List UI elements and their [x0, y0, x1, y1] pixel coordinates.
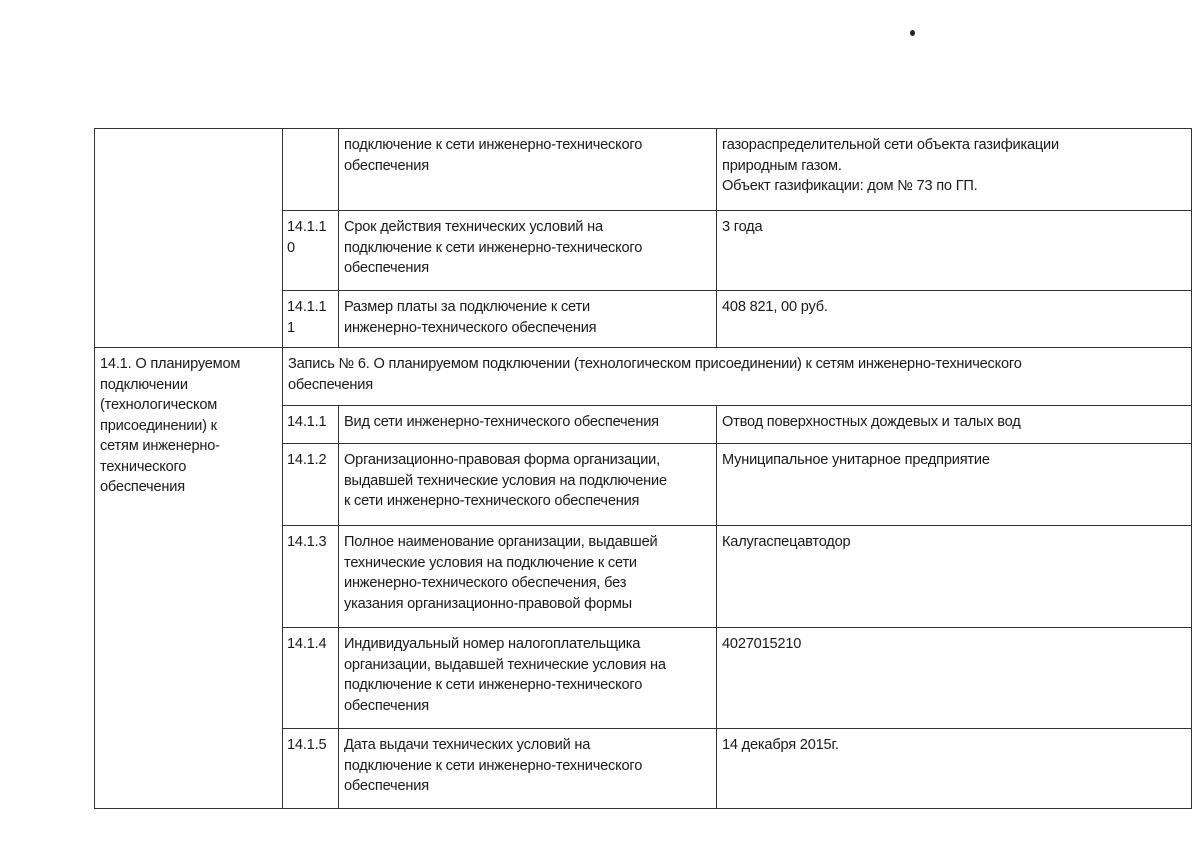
item-label [339, 628, 717, 729]
item-label-line: к сети инженерно-технического обеспечения [344, 493, 640, 509]
item-value [717, 406, 1192, 444]
item-label-line: подключение к сети инженерно-технического [344, 137, 643, 153]
table-row [95, 129, 1192, 211]
item-number-line: 14.1.3 [287, 534, 327, 550]
item-label-line: Размер платы за подключение к сети [344, 299, 590, 315]
section-title-line: сетям инженерно- [100, 438, 220, 454]
item-number [283, 406, 339, 444]
item-number-line: 14.1.1 [287, 299, 327, 315]
item-number [283, 444, 339, 526]
item-label-line: технические условия на подключение к сети [344, 554, 637, 571]
item-value-line: природным газом. [722, 157, 842, 174]
record-header-line: Запись № 6. О планируемом подключении (технологическом присоединении) к сетям инженерно-технического [288, 356, 1022, 372]
item-label-line: Полное наименование организации, выдавшей [344, 534, 658, 550]
record-header [283, 348, 1192, 406]
item-number [283, 628, 339, 729]
item-label [339, 729, 717, 809]
record-header-row [95, 348, 1192, 406]
item-number-line: 1 [287, 319, 295, 336]
item-label-line: выдавшей технические условия на подключение [344, 472, 667, 489]
item-number-line: 14.1.5 [287, 737, 327, 753]
item-value-line: Объект газификации: дом № 73 по ГП. [722, 178, 978, 194]
item-number-line: 14.1.2 [287, 452, 327, 468]
item-label-line: указания организационно-правовой формы [344, 595, 632, 612]
item-value [717, 211, 1192, 291]
item-value [717, 129, 1192, 211]
item-label-line: подключение к сети инженерно-технического [344, 757, 643, 774]
item-label [339, 526, 717, 628]
scan-speck [910, 30, 915, 36]
item-label-line: организации, выдавшей технические условия на [344, 656, 666, 673]
item-label-line: инженерно-технического обеспечения [344, 319, 597, 336]
item-value-line: 3 года [722, 219, 763, 235]
item-label [339, 291, 717, 348]
item-label-line: обеспечения [344, 260, 429, 276]
empty-section-cell [95, 129, 283, 348]
item-label-line: Вид сети инженерно-технического обеспечения [344, 414, 659, 430]
item-label [339, 406, 717, 444]
item-label-line: Срок действия технических условий на [344, 219, 603, 235]
item-value-line: 14 декабря 2015г. [722, 737, 839, 753]
item-value-line: 4027015210 [722, 636, 802, 652]
item-value-line: 408 821, 00 руб. [722, 299, 828, 315]
section-title-line: 14.1. О планируемом [100, 356, 241, 372]
item-value-line: Муниципальное унитарное предприятие [722, 452, 990, 468]
item-number [283, 291, 339, 348]
item-value [717, 291, 1192, 348]
item-number [283, 129, 339, 211]
item-label [339, 211, 717, 291]
info-table [94, 128, 1192, 809]
item-label [339, 444, 717, 526]
item-value [717, 628, 1192, 729]
section-title [95, 348, 283, 809]
section-title-line: подключении [100, 376, 188, 393]
item-value [717, 526, 1192, 628]
item-number [283, 211, 339, 291]
section-title-line: обеспечения [100, 479, 185, 495]
section-title-line: (технологическом [100, 397, 218, 413]
item-value-line: Калугаспецавтодор [722, 534, 851, 550]
item-value [717, 729, 1192, 809]
item-label-line: подключение к сети инженерно-технического [344, 677, 643, 693]
item-label [339, 129, 717, 211]
item-label-line: обеспечения [344, 697, 429, 714]
item-label-line: обеспечения [344, 778, 429, 794]
item-label-line: Организационно-правовая форма организации, [344, 452, 660, 468]
item-number [283, 729, 339, 809]
item-number [283, 526, 339, 628]
item-value-line: газораспределительной сети объекта газификации [722, 137, 1059, 153]
item-value-line: Отвод поверхностных дождевых и талых вод [722, 414, 1021, 430]
item-label-line: инженерно-технического обеспечения, без [344, 575, 627, 591]
section-title-line: присоединении) к [100, 417, 217, 434]
item-value [717, 444, 1192, 526]
item-label-line: Индивидуальный номер налогоплательщика [344, 636, 641, 652]
record-header-line: обеспечения [288, 376, 373, 393]
item-number-line: 0 [287, 239, 295, 256]
item-number-line: 14.1.1 [287, 219, 327, 235]
item-label-line: Дата выдачи технических условий на [344, 737, 591, 753]
section-title-line: технического [100, 458, 187, 475]
item-number-line: 14.1.1 [287, 414, 327, 430]
item-number-line: 14.1.4 [287, 636, 327, 652]
item-label-line: обеспечения [344, 157, 429, 174]
item-number-line [287, 135, 336, 156]
item-label-line: подключение к сети инженерно-технического [344, 239, 643, 256]
